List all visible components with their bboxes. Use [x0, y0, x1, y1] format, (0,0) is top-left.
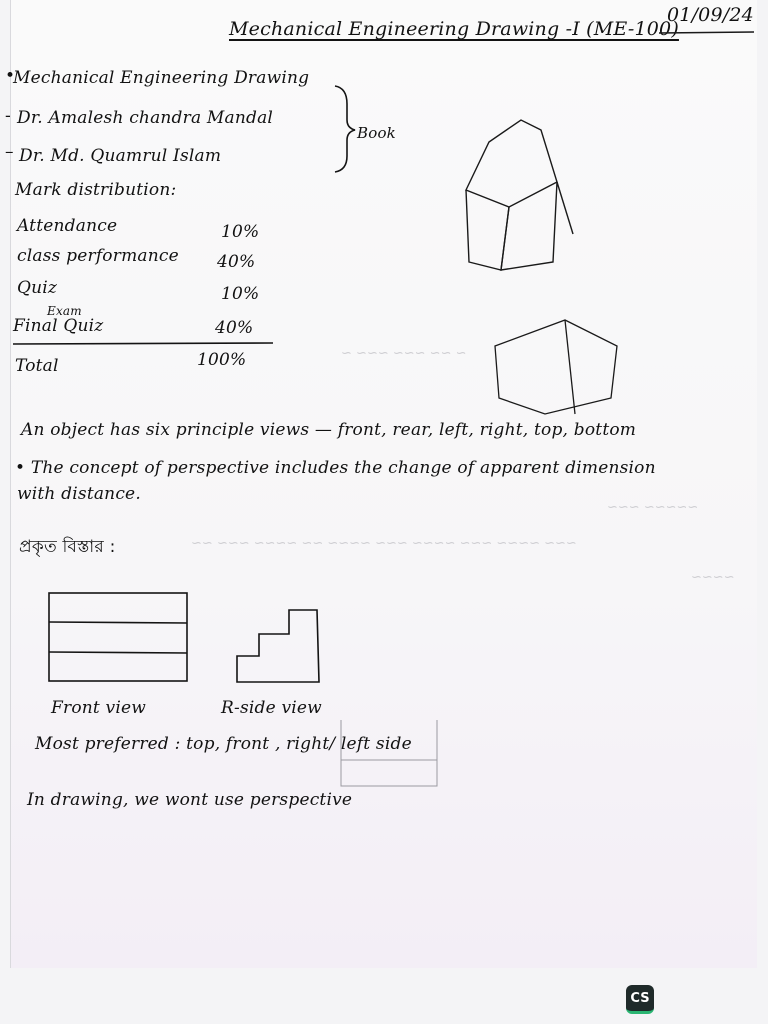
marks-label: Quiz [17, 278, 58, 298]
marks-heading: Mark distribution: [15, 180, 177, 200]
marks-label: class performance [17, 246, 179, 266]
bullet-dot: • [5, 66, 16, 86]
book-item: Dr. Md. Quamrul Islam [19, 146, 222, 166]
book-brace-label: Book [357, 124, 396, 142]
notebook-page [5, 0, 757, 968]
bengali-label: প্রকৃত বিস্তার : [19, 537, 116, 557]
perspective-note: • The concept of perspective includes the change of apparent dimension [15, 458, 656, 478]
hexagon-sketch [485, 318, 625, 418]
sketch-box [337, 716, 447, 792]
marks-value: 10% [221, 222, 260, 242]
faint-show-through: ~~~~~ ~~~ [607, 500, 699, 515]
marks-label: Attendance [17, 216, 118, 236]
dash-mark: – [5, 142, 14, 162]
marks-total-label: Total [15, 356, 59, 376]
marks-correction: Exam [47, 304, 82, 318]
side-view-caption: R-side view [221, 698, 322, 718]
book-item: Mechanical Engineering Drawing [13, 68, 310, 88]
marks-total-value: 100% [197, 350, 247, 370]
date-underline [659, 30, 759, 36]
book-item: Dr. Amalesh chandra Mandal [17, 108, 274, 128]
marks-label: Final Quiz [13, 316, 104, 336]
camscanner-logo: CS [626, 985, 654, 1014]
marks-value: 40% [215, 318, 254, 338]
faint-show-through: ~~~ ~~~~ ~~~ ~~~~ ~~~ ~~~~ ~~ ~~~~ ~~~ ~~ [191, 536, 577, 551]
most-preferred-note: Most preferred : top, front , right/ left side [35, 734, 412, 754]
prism-sketch [461, 112, 581, 282]
faint-show-through: ~ ~~ ~~~ ~~~ ~ [341, 346, 467, 361]
views-note: An object has six principle views — front, rear, left, right, top, bottom [21, 420, 637, 440]
front-view-caption: Front view [51, 698, 146, 718]
page-title: Mechanical Engineering Drawing -I (ME-100) [229, 18, 679, 40]
page-date: 01/09/24 [667, 4, 754, 26]
perspective-note: with distance. [17, 484, 141, 504]
marks-total-rule [11, 340, 281, 348]
side-view-drawing [225, 598, 335, 688]
front-view-drawing [47, 590, 197, 686]
marks-value: 10% [221, 284, 260, 304]
drawing-note: In drawing, we wont use perspective [27, 790, 353, 810]
marks-value: 40% [217, 252, 256, 272]
dash-mark: - [5, 106, 11, 126]
faint-show-through: ~~~~ [691, 570, 735, 585]
